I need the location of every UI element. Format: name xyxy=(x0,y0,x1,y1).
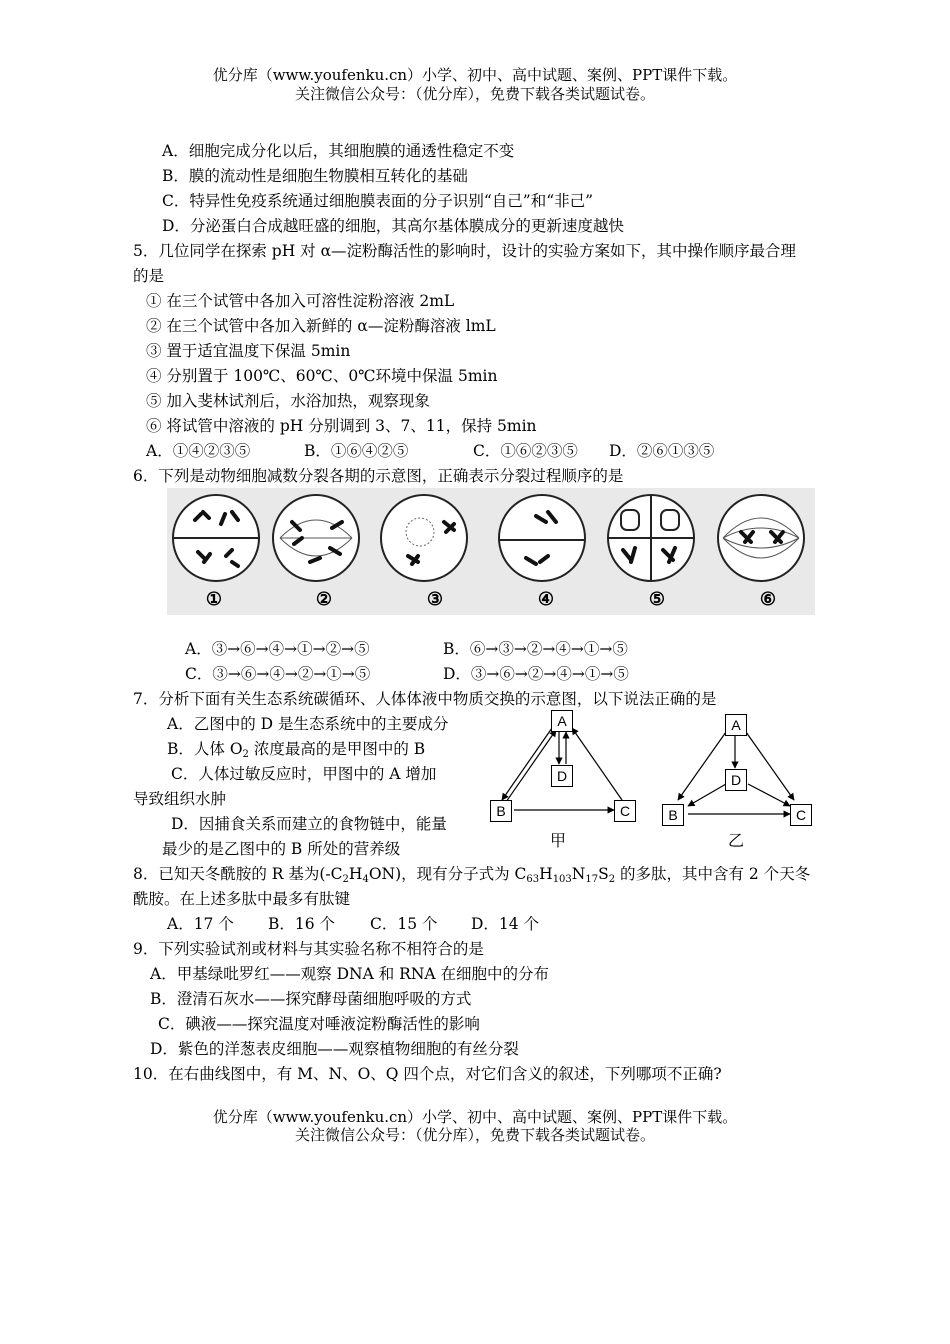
cell-figure-1 xyxy=(170,492,262,584)
q4-option-d: D．分泌蛋白合成越旺盛的细胞，其高尔基体膜成分的更新速度越快 xyxy=(162,217,624,235)
figure-label-6: ⑥ xyxy=(759,589,777,610)
q7-option-c-line-2: 导致组织水肿 xyxy=(133,790,227,808)
node-a: A xyxy=(551,710,573,732)
q7-option-d-line-2: 最少的是乙图中的 B 所处的营养级 xyxy=(162,840,401,858)
q5-step-3: ③ 置于适宜温度下保温 5min xyxy=(146,342,351,360)
q8-option-c: C．15 个 xyxy=(370,915,438,933)
diagram-jia xyxy=(486,708,646,848)
cell-figure-4 xyxy=(496,492,588,584)
q5-option-b: B．①⑥④②⑤ xyxy=(304,442,409,460)
node-a: A xyxy=(725,714,747,736)
footer-line-2: 关注微信公众号：（优分库），免费下载各类试题试卷。 xyxy=(294,1126,655,1144)
q7-option-b: B．人体 $O_2$ 浓度最高的是甲图中的 B xyxy=(167,740,426,760)
node-d: D xyxy=(551,765,573,787)
q6-stem: 6．下列是动物细胞减数分裂各期的示意图，正确表示分裂过程顺序的是 xyxy=(133,467,624,485)
figure-label-2: ② xyxy=(315,589,333,610)
diagram-yi-label: 乙 xyxy=(728,831,745,850)
q7-option-c-line-1: C．人体过敏反应时，甲图中的 A 增加 xyxy=(171,765,437,783)
cell-figure-6 xyxy=(715,492,807,584)
node-d: D xyxy=(725,769,747,791)
q6-option-a: A．③→⑥→④→①→②→⑤ xyxy=(185,640,370,658)
q8-option-a: A．17 个 xyxy=(167,915,234,933)
figure-label-1: ① xyxy=(205,589,223,610)
footer-line-1: 优分库（www.youfenku.cn）小学、初中、高中试题、案例、PPT课件下载。 xyxy=(212,1108,738,1126)
q9-option-a: A．甲基绿吡罗红——观察 DNA 和 RNA 在细胞中的分布 xyxy=(150,965,550,983)
q8-option-b: B．16 个 xyxy=(268,915,336,933)
header-line-1: 优分库（www.youfenku.cn）小学、初中、高中试题、案例、PPT课件下载。 xyxy=(212,66,738,84)
q5-step-4: ④ 分别置于 100℃、60℃、0℃环境中保温 5min xyxy=(146,367,498,385)
q5-option-d: D．②⑥①③⑤ xyxy=(609,442,715,460)
q8-stem-line-1: 8．已知天冬酰胺的 R 基为$(-C_2H_4ON)$，现有分子式为 $C_{63}H_{103}N_{17}S_2$ 的多肽，其中含有 2 个天冬 xyxy=(133,865,811,885)
q9-option-c: C．碘液——探究温度对唾液淀粉酶活性的影响 xyxy=(158,1015,480,1033)
q5-step-5: ⑤ 加入斐林试剂后，水浴加热，观察现象 xyxy=(146,392,430,410)
cell-figure-3 xyxy=(378,492,470,584)
q7-option-d-line-1: D．因捕食关系而建立的食物链中，能量 xyxy=(171,815,447,833)
q5-stem-line-2: 的是 xyxy=(133,267,165,285)
q9-option-d: D．紫色的洋葱表皮细胞——观察植物细胞的有丝分裂 xyxy=(150,1040,519,1058)
q6-option-c: C．③→⑥→④→②→①→⑤ xyxy=(185,665,371,683)
node-b: B xyxy=(662,804,684,826)
diagram-jia-label: 甲 xyxy=(550,831,567,850)
q5-stem-line-1: 5．几位同学在探索 pH 对 α—淀粉酶活性的影响时，设计的实验方案如下，其中操作顺序最合理 xyxy=(133,242,797,260)
node-b: B xyxy=(490,800,512,822)
q8-stem-line-2: 酰胺。在上述多肽中最多有肽键 xyxy=(133,890,351,908)
q7-stem: 7．分析下面有关生态系统碳循环、人体体液中物质交换的示意图，以下说法正确的是 xyxy=(133,690,717,708)
q6-option-b: B．⑥→③→②→④→①→⑤ xyxy=(443,640,628,658)
q5-step-1: ① 在三个试管中各加入可溶性淀粉溶液 2mL xyxy=(146,292,455,310)
figure-label-4: ④ xyxy=(537,589,555,610)
q10-stem: 10．在右曲线图中，有 M、N、O、Q 四个点，对它们含义的叙述，下列哪项不正确? xyxy=(133,1065,722,1083)
q5-option-a: A．①④②③⑤ xyxy=(146,442,251,460)
q7-option-a: A．乙图中的 D 是生态系统中的主要成分 xyxy=(167,715,449,733)
q5-option-c: C．①⑥②③⑤ xyxy=(473,442,578,460)
q5-step-2: ② 在三个试管中各加入新鲜的 α—淀粉酶溶液 lmL xyxy=(146,317,496,335)
q9-stem: 9．下列实验试剂或材料与其实验名称不相符合的是 xyxy=(133,940,484,958)
q8-option-d: D．14 个 xyxy=(471,915,540,933)
header-line-2: 关注微信公众号：（优分库），免费下载各类试题试卷。 xyxy=(294,85,655,103)
meiosis-figure xyxy=(167,488,815,615)
cell-figure-2 xyxy=(270,492,362,584)
q9-option-b: B．澄清石灰水——探究酵母菌细胞呼吸的方式 xyxy=(150,990,472,1008)
diagram-yi xyxy=(660,712,820,852)
q4-option-b: B．膜的流动性是细胞生物膜相互转化的基础 xyxy=(162,167,468,185)
q6-option-d: D．③→⑥→②→④→①→⑤ xyxy=(443,665,629,683)
figure-label-3: ③ xyxy=(426,589,444,610)
q4-option-a: A．细胞完成分化以后，其细胞膜的通透性稳定不变 xyxy=(162,142,515,160)
q5-step-6: ⑥ 将试管中溶液的 pH 分别调到 3、7、11，保持 5min xyxy=(146,417,537,435)
cell-figure-5 xyxy=(605,492,697,584)
figure-label-5: ⑤ xyxy=(648,589,666,610)
q4-option-c: C．特异性免疫系统通过细胞膜表面的分子识别“自己”和“非己” xyxy=(162,192,594,210)
node-c: C xyxy=(790,804,812,826)
node-c: C xyxy=(614,800,636,822)
